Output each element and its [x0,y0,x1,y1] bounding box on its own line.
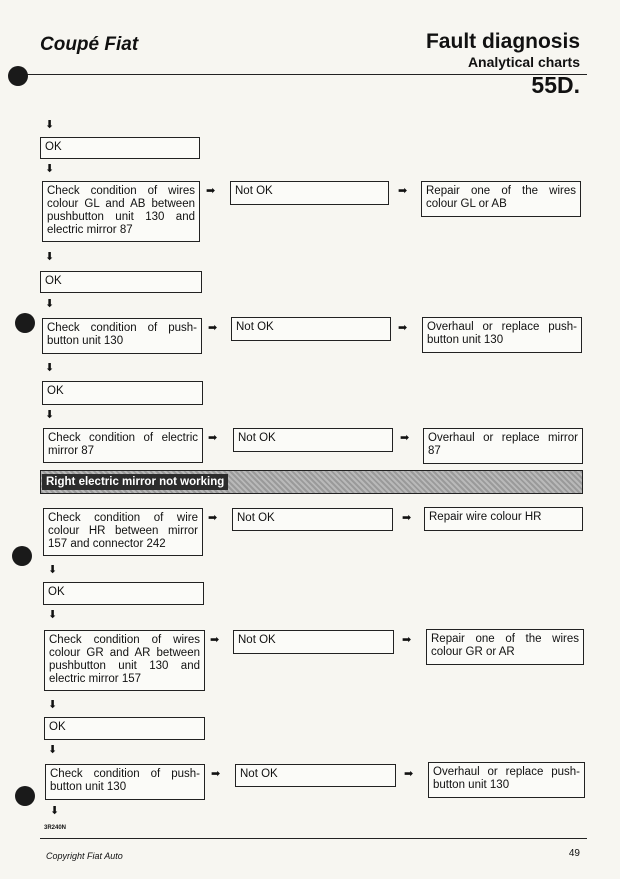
down-arrow-icon: ⬇ [45,409,55,421]
ok-box: OK [42,381,203,405]
binder-hole [15,786,35,806]
down-arrow-icon: ⬇ [45,251,55,263]
section-number: 55D. [531,72,580,98]
header-rule [20,74,587,75]
check-box: Check condition of push-button unit 130 [45,764,205,800]
action-box: Repair wire colour HR [424,507,583,531]
down-arrow-icon: ⬇ [50,805,60,817]
right-arrow-icon: ➡ [402,634,412,646]
page-title: Fault diagnosis [425,30,580,53]
down-arrow-icon: ⬇ [48,564,58,576]
binder-hole [12,546,32,566]
binder-hole [15,313,35,333]
down-arrow-icon: ⬇ [48,699,58,711]
result-box: Not OK [233,428,393,452]
result-box: Not OK [231,317,391,341]
down-arrow-icon: ⬇ [45,119,55,131]
action-box: Overhaul or replace push-button unit 130 [422,317,582,353]
page-number: 49 [568,848,580,859]
right-arrow-icon: ➡ [208,322,218,334]
check-box: Check condition of wires colour GL and AB between pushbutton unit 130 and electric mirror 87 [42,181,200,242]
down-arrow-icon: ⬇ [45,362,55,374]
action-box: Overhaul or replace push-button unit 130 [428,762,585,798]
right-arrow-icon: ➡ [404,768,414,780]
result-box: Not OK [230,181,389,205]
footer-rule [40,838,587,839]
right-arrow-icon: ➡ [208,432,218,444]
down-arrow-icon: ⬇ [48,744,58,756]
right-arrow-icon: ➡ [208,512,218,524]
action-box: Overhaul or replace mirror 87 [423,428,583,464]
result-box: Not OK [233,630,394,654]
binder-hole [8,66,28,86]
section-banner [40,470,583,494]
copyright: Copyright Fiat Auto [46,851,123,861]
down-arrow-icon: ⬇ [48,609,58,621]
brand-title: Coupé Fiat [40,34,139,55]
down-arrow-icon: ⬇ [45,298,55,310]
right-arrow-icon: ➡ [400,432,410,444]
right-arrow-icon: ➡ [211,768,221,780]
section-title: Right electric mirror not working [42,474,228,490]
right-arrow-icon: ➡ [402,512,412,524]
check-box: Check condition of push-button unit 130 [42,318,202,354]
right-arrow-icon: ➡ [206,185,216,197]
right-arrow-icon: ➡ [210,634,220,646]
page-subtitle: Analytical charts [467,54,580,70]
result-box: Not OK [235,764,396,787]
ok-box: OK [40,271,202,293]
action-box: Repair one of the wires colour GL or AB [421,181,581,217]
ok-box: OK [40,137,200,159]
check-box: Check condition of electric mirror 87 [43,428,203,463]
down-arrow-icon: ⬇ [45,163,55,175]
right-arrow-icon: ➡ [398,185,408,197]
ok-box: OK [44,717,205,740]
ok-box: OK [43,582,204,605]
figure-code: 3R240N [44,825,67,831]
action-box: Repair one of the wires colour GR or AR [426,629,584,665]
right-arrow-icon: ➡ [398,322,408,334]
check-box: Check condition of wires colour GR and AR between pushbutton unit 130 and electric mirror 157 [44,630,205,691]
result-box: Not OK [232,508,393,531]
check-box: Check condition of wire colour HR between mirror 157 and connector 242 [43,508,203,556]
